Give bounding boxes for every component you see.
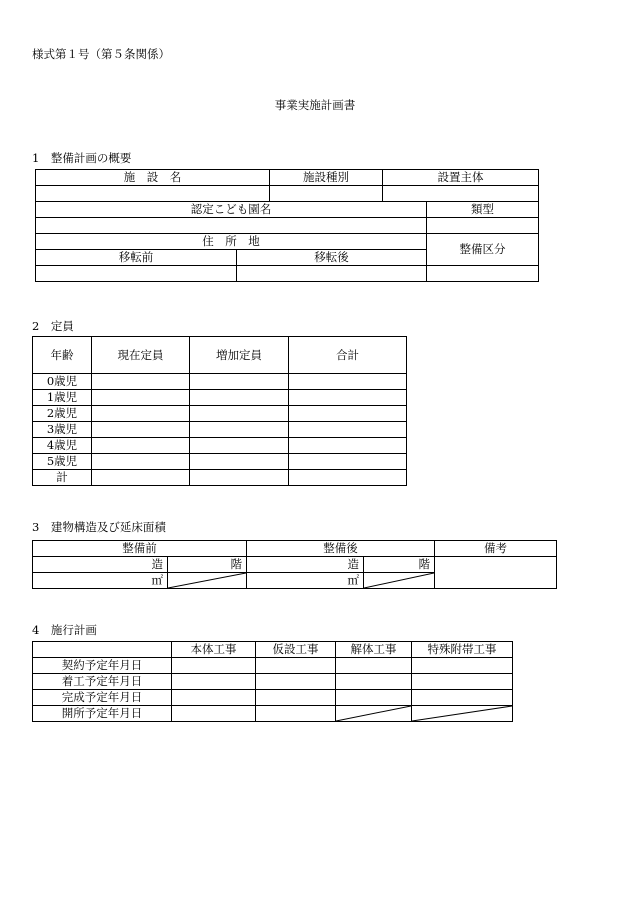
capacity-cell[interactable] xyxy=(190,470,289,486)
section2-heading: 2 定員 xyxy=(32,319,74,333)
capacity-cell[interactable] xyxy=(289,406,407,422)
construction-plan-table xyxy=(32,641,513,722)
after-move-header: 移転後 xyxy=(237,250,427,266)
section4-heading: 4 施行計画 xyxy=(32,623,97,637)
capacity-cell[interactable] xyxy=(92,470,190,486)
date-cell[interactable] xyxy=(412,658,513,674)
section3-heading: 3 建物構造及び延床面積 xyxy=(32,520,166,534)
before-area-slash xyxy=(168,573,247,589)
capacity-cell[interactable] xyxy=(190,390,289,406)
capacity-cell[interactable] xyxy=(289,422,407,438)
building-table xyxy=(32,540,557,589)
after-structure-cell[interactable]: 造 xyxy=(247,557,364,573)
date-cell[interactable] xyxy=(336,674,412,690)
category-header: 類型 xyxy=(427,202,539,218)
facility-name-cell[interactable] xyxy=(36,186,270,202)
before-floors-cell[interactable]: 階 xyxy=(168,557,247,573)
contract-date-label: 契約予定年月日 xyxy=(33,658,172,674)
before-structure-cell[interactable]: 造 xyxy=(33,557,168,573)
maintenance-class-cell[interactable] xyxy=(427,266,539,282)
section1-heading: 1 整備計画の概要 xyxy=(32,151,132,165)
capacity-cell[interactable] xyxy=(289,390,407,406)
date-cell[interactable] xyxy=(336,690,412,706)
after-floors-cell[interactable]: 階 xyxy=(364,557,435,573)
after-move-cell[interactable] xyxy=(237,266,427,282)
date-cell[interactable] xyxy=(172,706,256,722)
date-cell[interactable] xyxy=(412,674,513,690)
before-move-cell[interactable] xyxy=(36,266,237,282)
remarks-header: 備考 xyxy=(435,541,557,557)
certified-name-header: 認定こども園名 xyxy=(36,202,427,218)
date-cell[interactable] xyxy=(256,658,336,674)
age-label: 4歳児 xyxy=(33,438,92,454)
date-cell[interactable] xyxy=(336,658,412,674)
after-header: 整備後 xyxy=(247,541,435,557)
capacity-table xyxy=(32,336,407,486)
total-label: 計 xyxy=(33,470,92,486)
before-move-header: 移転前 xyxy=(36,250,237,266)
form-number: 様式第１号（第５条関係） xyxy=(32,47,170,61)
date-cell[interactable] xyxy=(172,674,256,690)
plan-corner-cell xyxy=(33,642,172,658)
demolition-opening-slash xyxy=(336,706,412,722)
date-cell[interactable] xyxy=(172,658,256,674)
age-label: 2歳児 xyxy=(33,406,92,422)
temporary-work-header: 仮設工事 xyxy=(256,642,336,658)
date-cell[interactable] xyxy=(256,690,336,706)
document-title: 事業実施計画書 xyxy=(274,98,356,112)
certified-name-cell[interactable] xyxy=(36,218,427,234)
main-work-header: 本体工事 xyxy=(172,642,256,658)
opening-date-label: 開所予定年月日 xyxy=(33,706,172,722)
total-header: 合計 xyxy=(289,337,407,374)
special-opening-slash xyxy=(412,706,513,722)
facility-name-header: 施 設 名 xyxy=(36,170,270,186)
facility-type-header: 施設種別 xyxy=(270,170,383,186)
before-area-cell[interactable]: ㎡ xyxy=(33,573,168,589)
capacity-cell[interactable] xyxy=(92,422,190,438)
before-header: 整備前 xyxy=(33,541,247,557)
capacity-cell[interactable] xyxy=(92,374,190,390)
age-label: 0歳児 xyxy=(33,374,92,390)
capacity-cell[interactable] xyxy=(289,438,407,454)
age-label: 3歳児 xyxy=(33,422,92,438)
overview-table xyxy=(35,169,539,282)
operator-cell[interactable] xyxy=(383,186,539,202)
capacity-cell[interactable] xyxy=(92,438,190,454)
capacity-cell[interactable] xyxy=(190,422,289,438)
capacity-cell[interactable] xyxy=(92,406,190,422)
special-work-header: 特殊附帯工事 xyxy=(412,642,513,658)
capacity-cell[interactable] xyxy=(190,406,289,422)
after-area-cell[interactable]: ㎡ xyxy=(247,573,364,589)
maintenance-class-header: 整備区分 xyxy=(427,234,539,266)
operator-header: 設置主体 xyxy=(383,170,539,186)
completion-date-label: 完成予定年月日 xyxy=(33,690,172,706)
increase-capacity-header: 増加定員 xyxy=(190,337,289,374)
capacity-cell[interactable] xyxy=(190,374,289,390)
facility-type-cell[interactable] xyxy=(270,186,383,202)
age-header: 年齢 xyxy=(33,337,92,374)
date-cell[interactable] xyxy=(412,690,513,706)
capacity-cell[interactable] xyxy=(289,374,407,390)
date-cell[interactable] xyxy=(256,674,336,690)
age-label: 1歳児 xyxy=(33,390,92,406)
category-cell[interactable] xyxy=(427,218,539,234)
capacity-cell[interactable] xyxy=(92,454,190,470)
date-cell[interactable] xyxy=(256,706,336,722)
remarks-cell[interactable] xyxy=(435,557,557,589)
capacity-cell[interactable] xyxy=(190,438,289,454)
date-cell[interactable] xyxy=(172,690,256,706)
current-capacity-header: 現在定員 xyxy=(92,337,190,374)
address-header: 住 所 地 xyxy=(36,234,427,250)
after-area-slash xyxy=(364,573,435,589)
age-label: 5歳児 xyxy=(33,454,92,470)
capacity-cell[interactable] xyxy=(190,454,289,470)
demolition-work-header: 解体工事 xyxy=(336,642,412,658)
capacity-cell[interactable] xyxy=(289,454,407,470)
capacity-cell[interactable] xyxy=(289,470,407,486)
capacity-cell[interactable] xyxy=(92,390,190,406)
start-date-label: 着工予定年月日 xyxy=(33,674,172,690)
